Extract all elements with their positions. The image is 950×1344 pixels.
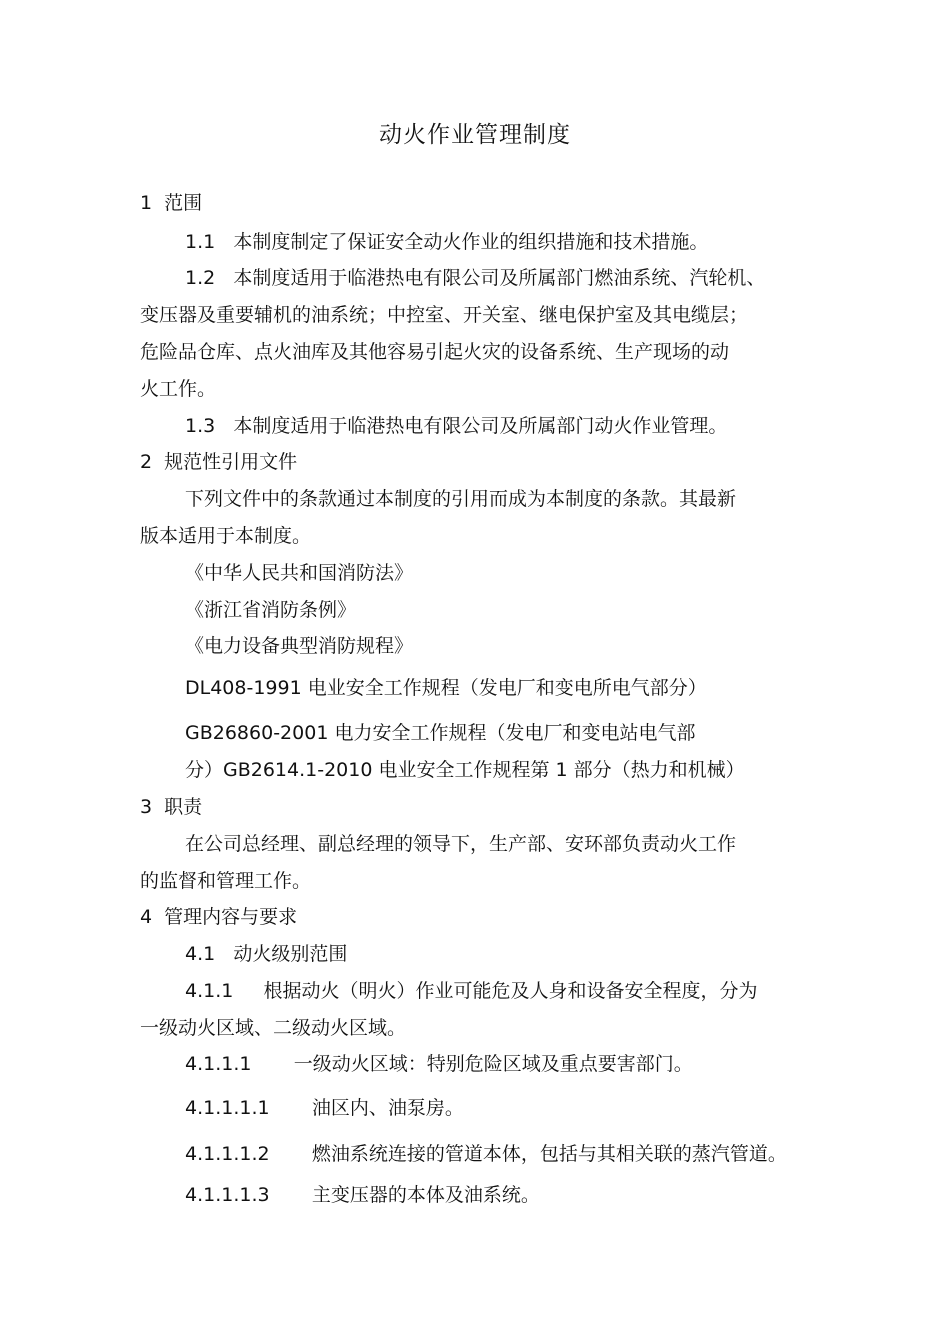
section-3-paragraph-line-1: 在公司总经理、副总经理的领导下，生产部、安环部负责动火工作 bbox=[185, 833, 737, 855]
section-4-heading: 4 管理内容与要求 bbox=[140, 906, 298, 928]
reference-5-line-2: 分）GB2614.1-2010 电业安全工作规程第 1 部分（热力和机械） bbox=[185, 759, 745, 781]
reference-2: 《浙江省消防条例》 bbox=[185, 599, 357, 621]
clause-4-1-1-line-2: 一级动火区域、二级动火区域。 bbox=[140, 1017, 407, 1039]
section-2-intro-line-1: 下列文件中的条款通过本制度的引用而成为本制度的条款。其最新 bbox=[185, 488, 737, 510]
clause-4-1-1-1-3: 4.1.1.1.3 主变压器的本体及油系统。 bbox=[185, 1184, 540, 1206]
clause-1-2-line-1: 1.2 本制度适用于临港热电有限公司及所属部门燃油系统、汽轮机、 bbox=[185, 267, 766, 289]
reference-4: DL408-1991 电业安全工作规程（发电厂和变电所电气部分） bbox=[185, 677, 707, 699]
clause-1-2-line-3: 危险品仓库、点火油库及其他容易引起火灾的设备系统、生产现场的动 bbox=[140, 341, 730, 363]
reference-3: 《电力设备典型消防规程》 bbox=[185, 635, 414, 657]
section-2-heading: 2 规范性引用文件 bbox=[140, 451, 298, 473]
clause-1-3: 1.3 本制度适用于临港热电有限公司及所属部门动火作业管理。 bbox=[185, 415, 728, 437]
clause-4-1-1-line-1: 4.1.1 根据动火（明火）作业可能危及人身和设备安全程度，分为 bbox=[185, 980, 758, 1002]
section-3-paragraph-line-2: 的监督和管理工作。 bbox=[140, 870, 312, 892]
clause-1-2-line-2: 变压器及重要辅机的油系统；中控室、开关室、继电保护室及其电缆层； bbox=[140, 304, 749, 326]
section-3-heading: 3 职责 bbox=[140, 796, 203, 818]
reference-1: 《中华人民共和国消防法》 bbox=[185, 562, 414, 584]
clause-1-2-line-4: 火工作。 bbox=[140, 378, 217, 400]
clause-4-1: 4.1 动火级别范围 bbox=[185, 943, 348, 965]
page-title: 动火作业管理制度 bbox=[379, 122, 571, 148]
clause-4-1-1-1-2: 4.1.1.1.2 燃油系统连接的管道本体，包括与其相关联的蒸汽管道。 bbox=[185, 1143, 787, 1165]
clause-4-1-1-1-1: 4.1.1.1.1 油区内、油泵房。 bbox=[185, 1097, 464, 1119]
reference-5-line-1: GB26860-2001 电力安全工作规程（发电厂和变电站电气部 bbox=[185, 722, 696, 744]
clause-4-1-1-1: 4.1.1.1 一级动火区域：特别危险区域及重点要害部门。 bbox=[185, 1053, 693, 1075]
section-1-heading: 1 范围 bbox=[140, 192, 203, 214]
section-2-intro-line-2: 版本适用于本制度。 bbox=[140, 525, 312, 547]
clause-1-1: 1.1 本制度制定了保证安全动火作业的组织措施和技术措施。 bbox=[185, 231, 709, 253]
